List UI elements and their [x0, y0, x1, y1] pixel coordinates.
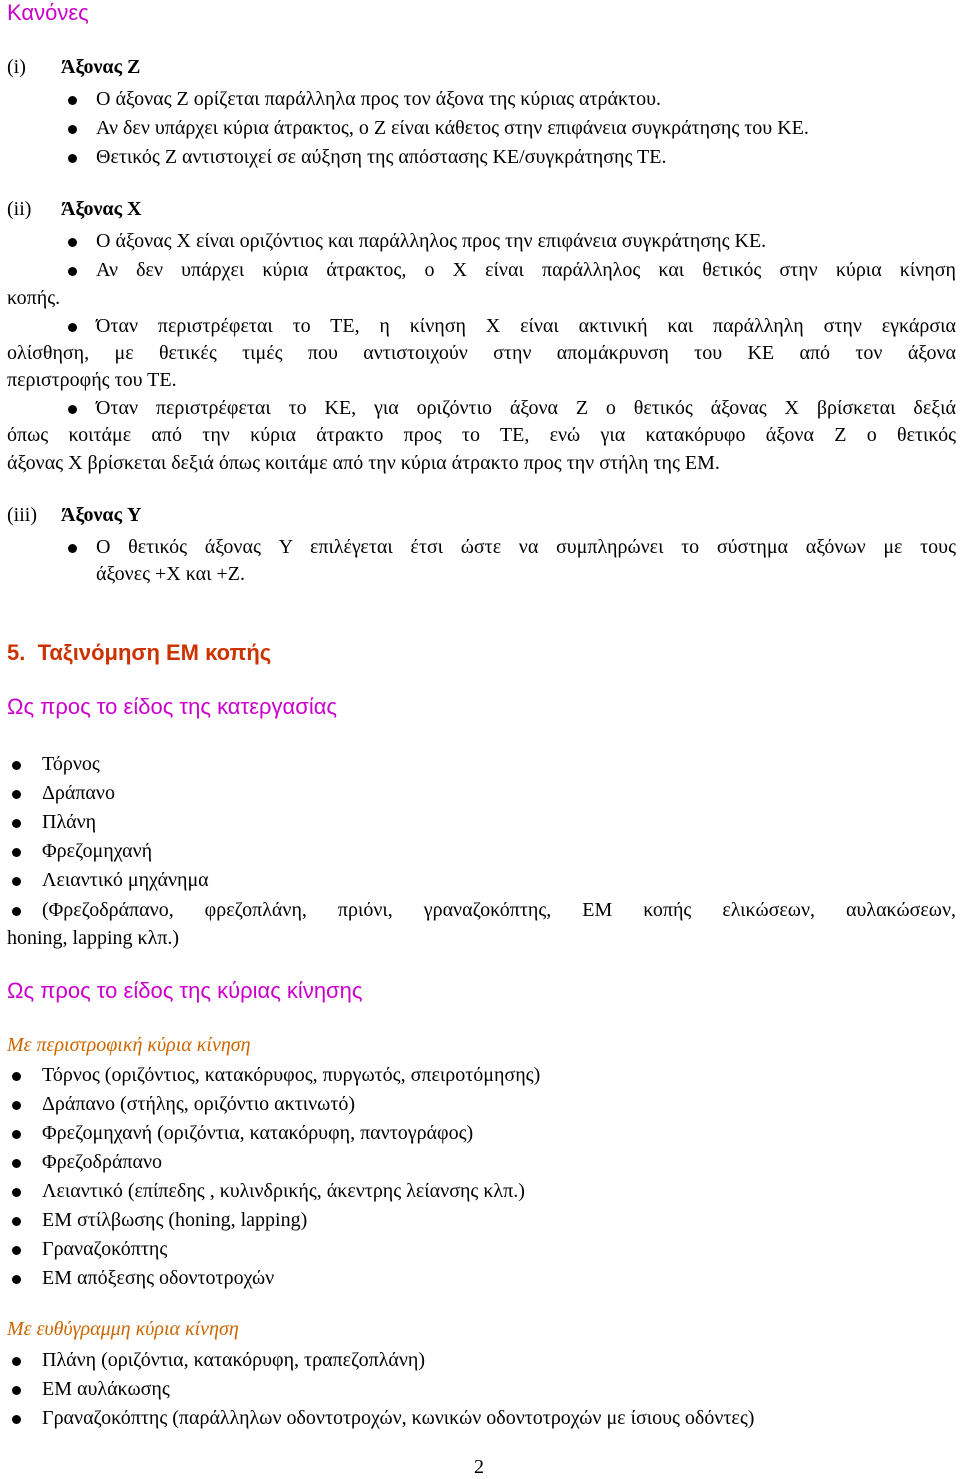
x-rule-2-line2: κοπής. — [7, 287, 61, 309]
process-item-planer: Πλάνη — [42, 811, 97, 833]
rotary-item: Λειαντικό (επίπεδης , κυλινδρικής, άκεντρης λείανσης κλπ.) — [42, 1180, 525, 1202]
linear-motion-heading: Με ευθύγραμμη κύρια κίνηση — [7, 1318, 239, 1340]
rotary-item: Φρεζοδράπανο — [42, 1151, 163, 1173]
x-rule-3-line2: ολίσθηση, με θετικές τιμές που αντιστοιχούν στην απομάκρυνση του ΚΕ από τον άξονα — [7, 342, 956, 364]
bullet-icon — [12, 1188, 21, 1197]
bullet-icon — [68, 323, 77, 332]
page-number: 2 — [474, 1456, 484, 1478]
process-extra-line2: honing, lapping κλπ.) — [7, 927, 180, 949]
bullet-icon — [12, 1101, 21, 1110]
bullet-icon — [12, 1159, 21, 1168]
section-5-number: 5. — [7, 640, 26, 665]
y-rule-1-line1: Ο θετικός άξονας Y επιλέγεται έτσι ώστε να συμπληρώνει το σύστημα αξόνων με τους — [96, 536, 956, 558]
section-title-z-axis: Άξονας Z — [61, 56, 141, 78]
bullet-icon — [12, 761, 21, 770]
bullet-icon — [12, 1275, 21, 1284]
section-5-title: Ταξινόμηση ΕΜ κοπής — [37, 640, 272, 665]
bullet-icon — [12, 790, 21, 799]
section-label-iii: (iii) — [7, 504, 37, 526]
bullet-icon — [68, 267, 77, 276]
by-process-heading: Ως προς το είδος της κατεργασίας — [7, 694, 338, 719]
rotary-motion-heading: Με περιστροφική κύρια κίνηση — [7, 1034, 251, 1056]
rotary-item: Δράπανο (στήλης, οριζόντιο ακτινωτό) — [42, 1093, 356, 1115]
process-item-mill: Φρεζομηχανή — [42, 840, 153, 862]
bullet-icon — [12, 819, 21, 828]
x-rule-3-line1: Όταν περιστρέφεται το ΤΕ, η κίνηση X είναι ακτινική και παράλληλη στην εγκάρσια — [96, 315, 956, 337]
section-label-i: (i) — [7, 56, 26, 78]
rotary-item: Φρεζομηχανή (οριζόντια, κατακόρυφη, παντογράφος) — [42, 1122, 474, 1144]
process-item-grinder: Λειαντικό μηχάνημα — [42, 869, 209, 891]
x-rule-4-line3: άξονας X βρίσκεται δεξιά όπως κοιτάμε από την κύρια άτρακτο προς την στήλη της ΕΜ. — [7, 452, 720, 474]
rotary-item: Τόρνος (οριζόντιος, κατακόρυφος, πυργωτός, σπειροτόμησης) — [42, 1064, 541, 1086]
process-item-drill: Δράπανο — [42, 782, 115, 804]
bullet-icon — [12, 1386, 21, 1395]
linear-item: Πλάνη (οριζόντια, κατακόρυφη, τραπεζοπλάνη) — [42, 1349, 426, 1371]
z-rule-1: Ο άξονας Z ορίζεται παράλληλα προς τον άξονα της κύριας ατράκτου. — [96, 88, 661, 110]
linear-item: ΕΜ αυλάκωσης — [42, 1378, 170, 1400]
x-rule-2-line1: Αν δεν υπάρχει κύρια άτρακτος, ο X είναι παράλληλος και θετικός στην κύρια κίνηση — [96, 259, 956, 281]
bullet-icon — [12, 1217, 21, 1226]
bullet-icon — [68, 154, 77, 163]
z-rule-3: Θετικός Z αντιστοιχεί σε αύξηση της απόστασης ΚΕ/συγκράτησης ΤΕ. — [96, 146, 667, 168]
bullet-icon — [12, 1357, 21, 1366]
section-label-ii: (ii) — [7, 198, 32, 220]
x-rule-3-line3: περιστροφής του ΤΕ. — [7, 369, 177, 391]
section-title-y-axis: Άξονας Y — [61, 504, 142, 526]
process-extra-line1: (Φρεζοδράπανο, φρεζοπλάνη, πριόνι, γραναζοκόπτης, ΕΜ κοπής ελικώσεων, αυλακώσεων, — [42, 899, 956, 921]
section-5-heading — [7, 640, 271, 666]
linear-item: Γραναζοκόπτης (παράλληλων οδοντοτροχών, κωνικών οδοντοτροχών με ίσιους οδόντες) — [42, 1407, 755, 1429]
rotary-item: Γραναζοκόπτης — [42, 1238, 168, 1260]
section-title-x-axis: Άξονας X — [61, 198, 142, 220]
rotary-item: ΕΜ απόξεσης οδοντοτροχών — [42, 1267, 275, 1289]
bullet-icon — [12, 907, 21, 916]
bullet-icon — [68, 238, 77, 247]
x-rule-4-line2: όπως κοιτάμε από την κύρια άτρακτο προς το ΤΕ, ενώ για κατακόρυφο άξονα Z ο θετικός — [7, 424, 956, 446]
bullet-icon — [68, 96, 77, 105]
x-rule-4-line1: Όταν περιστρέφεται το ΚΕ, για οριζόντιο άξονα Z ο θετικός άξονας X βρίσκεται δεξιά — [96, 397, 956, 419]
by-motion-heading: Ως προς το είδος της κύριας κίνησης — [7, 978, 363, 1003]
bullet-icon — [12, 848, 21, 857]
bullet-icon — [68, 125, 77, 134]
page-heading: Κανόνες — [7, 0, 89, 25]
bullet-icon — [68, 405, 77, 414]
bullet-icon — [12, 877, 21, 886]
y-rule-1-line2: άξονες +X και +Z. — [96, 563, 245, 585]
z-rule-2: Αν δεν υπάρχει κύρια άτρακτος, ο Z είναι κάθετος στην επιφάνεια συγκράτησης του ΚΕ. — [96, 117, 809, 139]
rotary-item: ΕΜ στίλβωσης (honing, lapping) — [42, 1209, 308, 1231]
bullet-icon — [12, 1072, 21, 1081]
process-item-lathe: Τόρνος — [42, 753, 100, 775]
bullet-icon — [12, 1415, 21, 1424]
bullet-icon — [12, 1130, 21, 1139]
bullet-icon — [68, 544, 77, 553]
x-rule-1: Ο άξονας X είναι οριζόντιος και παράλληλος προς την επιφάνεια συγκράτησης ΚΕ. — [96, 230, 767, 252]
bullet-icon — [12, 1246, 21, 1255]
